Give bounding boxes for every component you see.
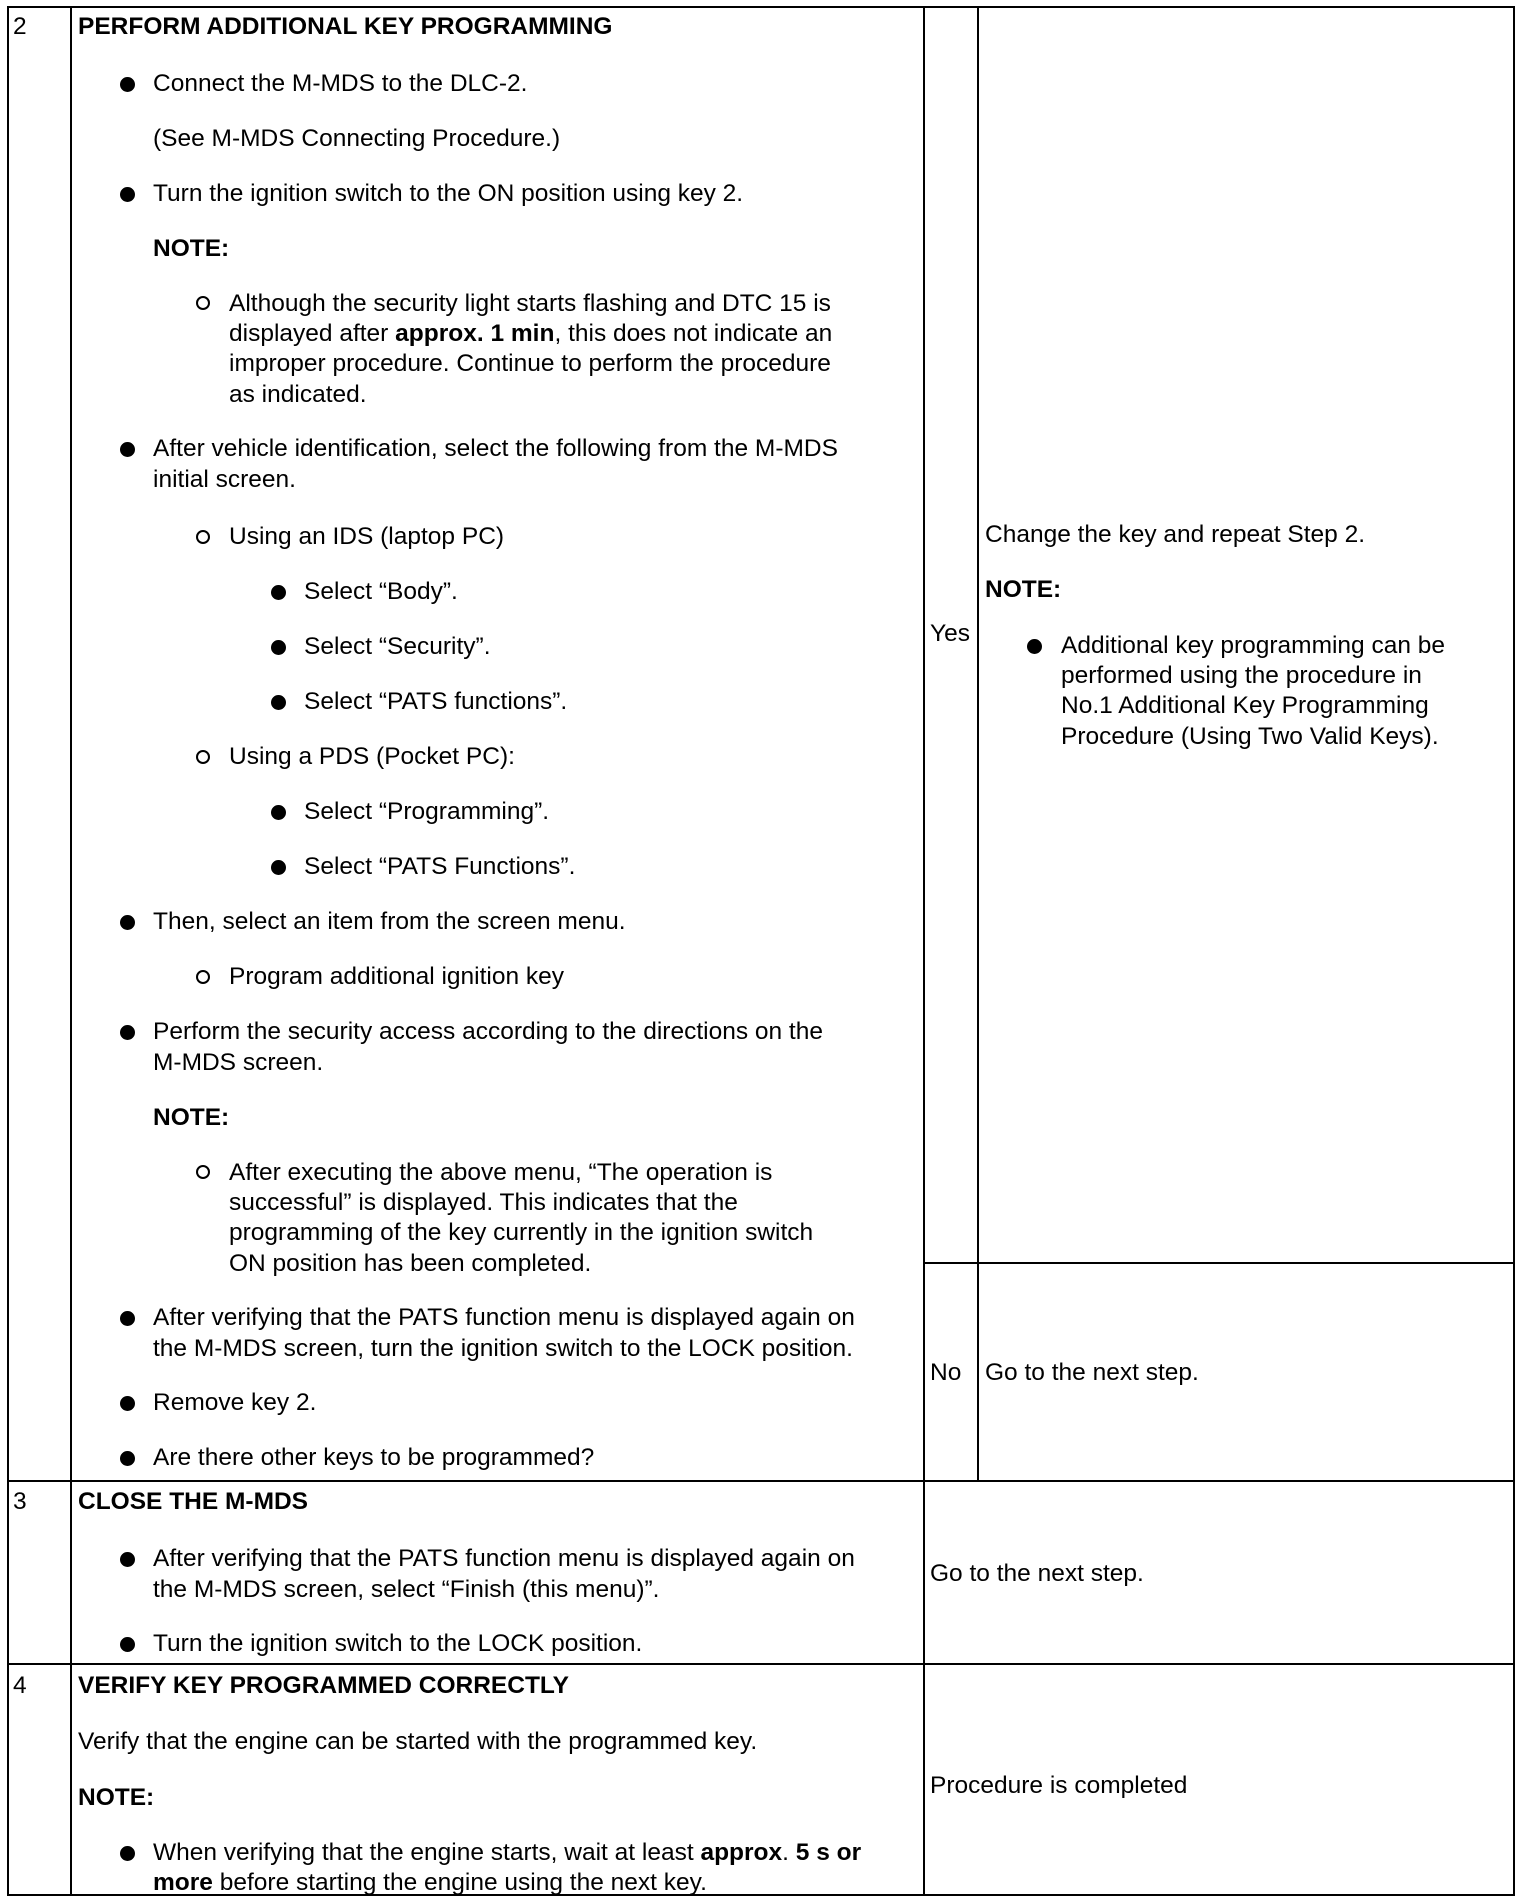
step-title: VERIFY KEY PROGRAMMED CORRECTLY bbox=[78, 1672, 569, 1699]
menu-selection: Select “PATS functions”. bbox=[304, 688, 568, 715]
step-instruction: the M-MDS screen, turn the ignition switch to the LOCK position. bbox=[153, 1335, 853, 1362]
table-border-left bbox=[7, 6, 9, 1896]
circle-bullet-icon bbox=[196, 970, 210, 984]
bullet-icon bbox=[120, 1552, 135, 1567]
note-text: as indicated. bbox=[229, 381, 367, 408]
step-instruction: M-MDS screen. bbox=[153, 1049, 324, 1076]
bullet-icon bbox=[120, 1396, 135, 1411]
sub-option-label: Using an IDS (laptop PC) bbox=[229, 523, 505, 550]
step-instruction: After verifying that the PATS function menu is displayed again on bbox=[153, 1304, 855, 1331]
circle-bullet-icon bbox=[196, 1165, 210, 1179]
note-text bbox=[153, 1838, 861, 1869]
menu-selection: Select “Security”. bbox=[304, 633, 491, 660]
step-instruction: Turn the ignition switch to the ON position using key 2. bbox=[153, 180, 744, 207]
note-text: programming of the key currently in the ignition switch bbox=[229, 1219, 814, 1246]
step-instruction: Then, select an item from the screen menu. bbox=[153, 908, 626, 935]
bullet-icon bbox=[1027, 639, 1042, 654]
step-instruction: Remove key 2. bbox=[153, 1389, 317, 1416]
bullet-icon bbox=[271, 695, 286, 710]
circle-bullet-icon bbox=[196, 296, 210, 310]
table-border-right bbox=[1513, 6, 1515, 1896]
step-instruction: Connect the M-MDS to the DLC-2. bbox=[153, 70, 528, 97]
step-number: 2 bbox=[13, 13, 27, 40]
note-label: NOTE: bbox=[153, 235, 230, 262]
bullet-icon bbox=[120, 1846, 135, 1861]
menu-selection: Select “PATS Functions”. bbox=[304, 853, 576, 880]
menu-selection: Program additional ignition key bbox=[229, 963, 565, 990]
no-label: No bbox=[930, 1359, 962, 1386]
table-border-top bbox=[7, 6, 1515, 8]
step-number: 4 bbox=[13, 1672, 27, 1699]
note-text: No.1 Additional Key Programming bbox=[1061, 692, 1429, 719]
note-time-emphasis: approx. 1 min bbox=[395, 320, 555, 347]
note-text: Although the security light starts flashing and DTC 15 is bbox=[229, 290, 831, 317]
column-divider-yesno bbox=[977, 6, 979, 1480]
circle-bullet-icon bbox=[196, 530, 210, 544]
note-text-part: When verifying that the engine starts, wait at least bbox=[153, 1839, 701, 1866]
yes-action: Change the key and repeat Step 2. bbox=[985, 521, 1366, 548]
row-divider-3-4 bbox=[7, 1663, 1515, 1665]
bullet-icon bbox=[120, 442, 135, 457]
step-instruction: Perform the security access according to the directions on the bbox=[153, 1018, 823, 1045]
note-text bbox=[229, 319, 832, 350]
bullet-icon bbox=[271, 640, 286, 655]
step-instruction: After verifying that the PATS function menu is displayed again on bbox=[153, 1545, 855, 1572]
note-text: improper procedure. Continue to perform the procedure bbox=[229, 350, 831, 377]
note-text: ON position has been completed. bbox=[229, 1250, 592, 1277]
note-text bbox=[153, 1868, 707, 1899]
bullet-icon bbox=[120, 1451, 135, 1466]
step-instruction: Verify that the engine can be started with the programmed key. bbox=[78, 1728, 758, 1755]
note-text-part: before starting the engine using the next key. bbox=[212, 1869, 707, 1896]
circle-bullet-icon bbox=[196, 750, 210, 764]
row-divider-2-3 bbox=[7, 1480, 1515, 1482]
sub-option-label: Using a PDS (Pocket PC): bbox=[229, 743, 515, 770]
column-divider-action bbox=[923, 6, 925, 1896]
bullet-icon bbox=[120, 77, 135, 92]
bullet-icon bbox=[120, 1025, 135, 1040]
note-text: Additional key programming can be bbox=[1061, 632, 1446, 659]
note-label: NOTE: bbox=[985, 576, 1062, 603]
step-instruction: After vehicle identification, select the following from the M-MDS bbox=[153, 435, 838, 462]
step-instruction: Turn the ignition switch to the LOCK position. bbox=[153, 1630, 643, 1657]
note-emphasis: more bbox=[153, 1869, 213, 1896]
bullet-icon bbox=[120, 1637, 135, 1652]
note-text-part: displayed after bbox=[229, 320, 396, 347]
note-text-part: . bbox=[782, 1839, 796, 1866]
note-text: successful” is displayed. This indicates that the bbox=[229, 1189, 738, 1216]
note-label: NOTE: bbox=[153, 1104, 230, 1131]
note-emphasis: approx bbox=[700, 1839, 783, 1866]
step-title: CLOSE THE M-MDS bbox=[78, 1488, 309, 1515]
note-emphasis: 5 s or bbox=[795, 1839, 862, 1866]
bullet-icon bbox=[271, 805, 286, 820]
bullet-icon bbox=[120, 915, 135, 930]
row-divider-yes-no bbox=[923, 1262, 1515, 1264]
no-action: Go to the next step. bbox=[985, 1359, 1199, 1386]
step-title: PERFORM ADDITIONAL KEY PROGRAMMING bbox=[78, 13, 613, 40]
step-instruction: the M-MDS screen, select “Finish (this menu)”. bbox=[153, 1576, 660, 1603]
step-action: Go to the next step. bbox=[930, 1560, 1144, 1587]
reference-note: (See M-MDS Connecting Procedure.) bbox=[153, 125, 561, 152]
step-instruction: initial screen. bbox=[153, 466, 296, 493]
bullet-icon bbox=[271, 585, 286, 600]
menu-selection: Select “Programming”. bbox=[304, 798, 550, 825]
bullet-icon bbox=[120, 187, 135, 202]
step-number: 3 bbox=[13, 1488, 27, 1515]
yes-label: Yes bbox=[930, 620, 970, 647]
note-text-part: , this does not indicate an bbox=[554, 320, 833, 347]
note-label: NOTE: bbox=[78, 1784, 155, 1811]
note-text: Procedure (Using Two Valid Keys). bbox=[1061, 723, 1439, 750]
step-question: Are there other keys to be programmed? bbox=[153, 1444, 595, 1471]
column-divider-step bbox=[70, 6, 72, 1896]
bullet-icon bbox=[120, 1311, 135, 1326]
menu-selection: Select “Body”. bbox=[304, 578, 458, 605]
bullet-icon bbox=[271, 860, 286, 875]
step-action: Procedure is completed bbox=[930, 1772, 1188, 1799]
note-text: performed using the procedure in bbox=[1061, 662, 1422, 689]
note-text: After executing the above menu, “The operation is bbox=[229, 1159, 773, 1186]
